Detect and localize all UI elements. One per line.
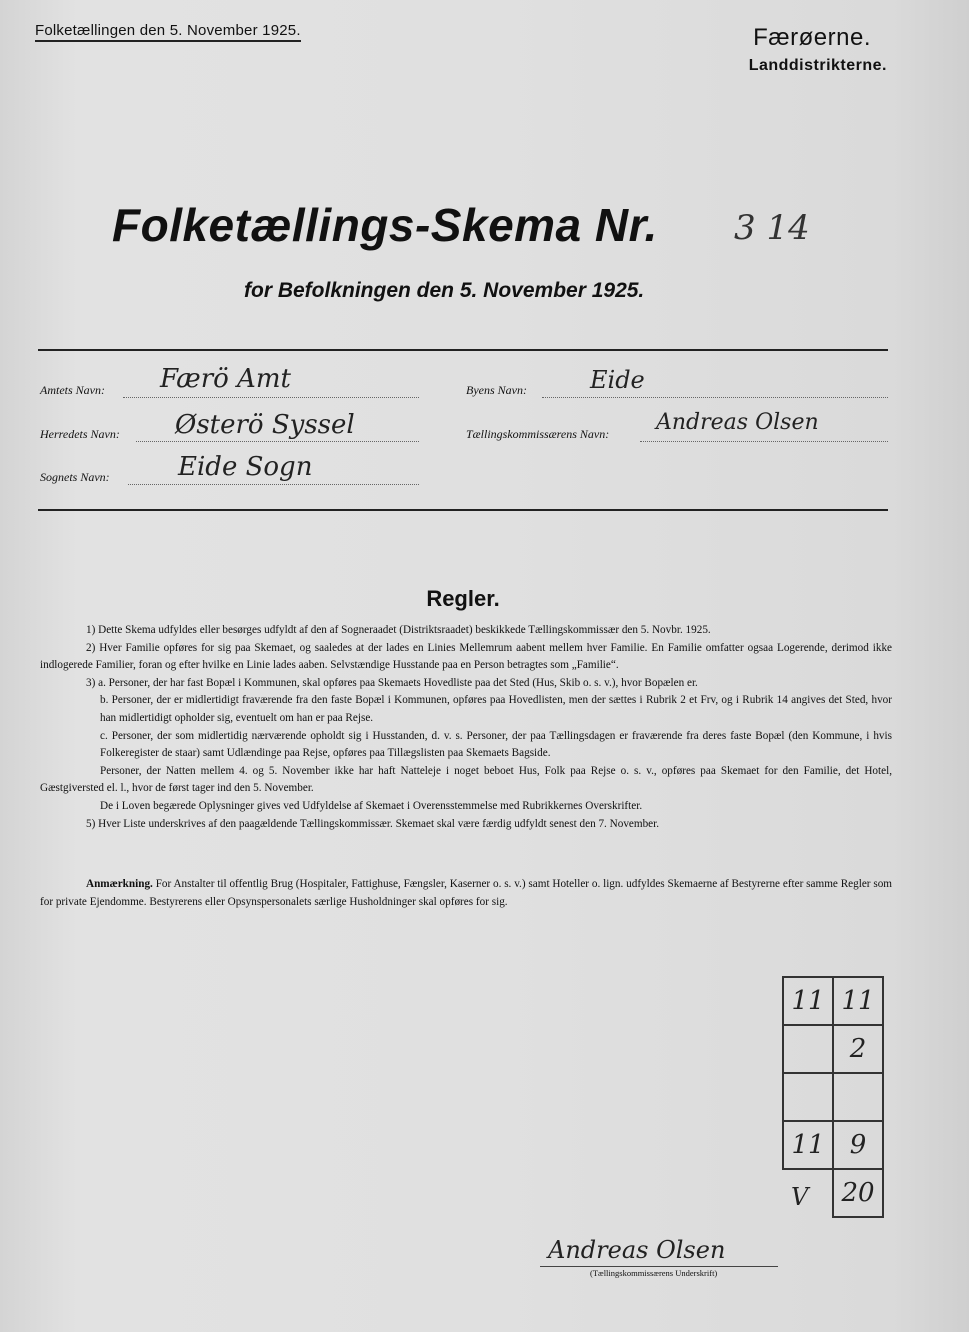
tally-cell: 20 (833, 1169, 883, 1217)
rule-4: De i Loven begærede Oplysninger gives ved Udfyldelse af Skemaet i Overensstemmelse med Rubrikkernes Overskrifter. (100, 799, 643, 812)
sogn-value: Eide Sogn (178, 452, 313, 482)
kommissaer-dotted-line (640, 440, 888, 442)
rule-3d: Personer, der Natten mellem 4. og 5. November ikke har haft Natteleje i noget beboet Hus, Folk paa Rejse o. s. v., opføres paa Skemaet for den Familie, det Hotel, Gæstgiversted el. l., hvor de først tager ind den 5. November. (40, 764, 892, 795)
kommissaer-label: Tællingskommissærens Navn: (466, 427, 610, 441)
by-value: Eide (590, 366, 645, 394)
rules-text (40, 622, 892, 833)
sogn-dotted-line (128, 483, 419, 485)
signature-line (540, 1266, 778, 1267)
annotation-note (40, 875, 892, 911)
tally-cell: 9 (833, 1121, 883, 1169)
by-label: Byens Navn: (466, 383, 527, 397)
form-number-handwritten: 3 14 (734, 208, 810, 248)
rule-2: 2) Hver Familie opføres for sig paa Skemaet, og saaledes at der lades en Linies Mellemrum aabent mellem hver Familie. En Familie omfatter ogsaa Logerende, derimod ikke indlogerede Familier, foran og efter hvilke en Linie lades aaben. Selvstændige Husstande paa en Person betragtes som „Familie“. (40, 641, 892, 672)
district-type-header: Landdistrikterne. (748, 57, 887, 74)
tally-row (783, 977, 883, 1025)
census-date-header: Folketællingen den 5. November 1925. (35, 22, 301, 42)
kommissaer-value: Andreas Olsen (656, 410, 819, 435)
form-title: Folketællings-Skema Nr. (112, 199, 658, 251)
tally-check-mark: V (791, 1183, 809, 1211)
regler-heading: Regler. (426, 586, 500, 611)
note-text: For Anstalter til offentlig Brug (Hospitaler, Fattighuse, Fængsler, Kaserner o. s. v.) samt Hoteller o. lign. udfyldes Skemaerne af Bestyrerne efter samme Regler som for private Ejendomme. Bestyrerens eller Opsynspersonalets særlige Husholdninger skal opføres for sig. (40, 878, 893, 908)
tally-cell (833, 1073, 883, 1121)
tally-cell: 11 (783, 977, 833, 1025)
tally-cell: 11 (783, 1121, 833, 1169)
rule-3b: b. Personer, der er midlertidigt fraværende fra den faste Bopæl i Kommunen, opføres paa Hovedlisten, men der sættes i Rubrik 2 et Frv, og i Rubrik 14 angives det Sted, hvor han midlertidigt opholder sig, eventuelt om han er paa Rejse. (100, 694, 892, 724)
top-divider (38, 349, 888, 351)
tally-row (783, 1025, 883, 1073)
rule-3a: 3) a. Personer, der har fast Bopæl i Kommunen, skal opføres paa Skemaets Hovedliste paa det Sted (Hus, Skib o. s. v.), hvor Bopælen er. (86, 676, 698, 689)
tally-cell (783, 1025, 833, 1073)
rule-1: 1) Dette Skema udfyldes eller besørges udfyldt af den af Sogneraadet (Distriktsraadet) beskikkede Tællingskommissær den 5. Novbr. 1925. (86, 624, 711, 636)
signature-caption: (Tællingskommissærens Underskrift) (590, 1268, 718, 1278)
tally-row (783, 1121, 883, 1169)
by-dotted-line (542, 396, 888, 398)
tally-cell (783, 1073, 833, 1121)
region-header: Færøerne. (753, 24, 871, 51)
bottom-divider (38, 509, 888, 511)
tally-row (783, 1073, 883, 1121)
form-subtitle: for Befolkningen den 5. November 1925. (244, 279, 645, 302)
herred-value: Østerö Syssel (175, 410, 355, 440)
amt-value: Færö Amt (160, 364, 291, 394)
herred-label: Herredets Navn: (40, 427, 120, 441)
rule-5: 5) Hver Liste underskrives af den paagældende Tællingskommissær. Skemaet skal være færdig udfyldt senest den 7. November. (86, 817, 660, 830)
signature-handwritten: Andreas Olsen (548, 1236, 726, 1264)
sogn-label: Sognets Navn: (40, 470, 110, 484)
tally-table (782, 976, 884, 1218)
rule-3c: c. Personer, der som midlertidig nærværende opholdt sig i Husstanden, d. v. s. Personer, der paa Tællingsdagen er fraværende fra deres faste Bopæl (den Kommune, i hvis Folkeregister de staar) samt Udlændinge paa Rejse, opføres paa Tillægslisten paa Skemaets Bagside. (100, 729, 892, 760)
note-label: Anmærkning. (86, 878, 153, 890)
tally-cell: 2 (833, 1025, 883, 1073)
amt-label: Amtets Navn: (40, 383, 105, 397)
herred-dotted-line (136, 440, 419, 442)
amt-dotted-line (123, 396, 419, 398)
tally-cell: 11 (833, 977, 883, 1025)
